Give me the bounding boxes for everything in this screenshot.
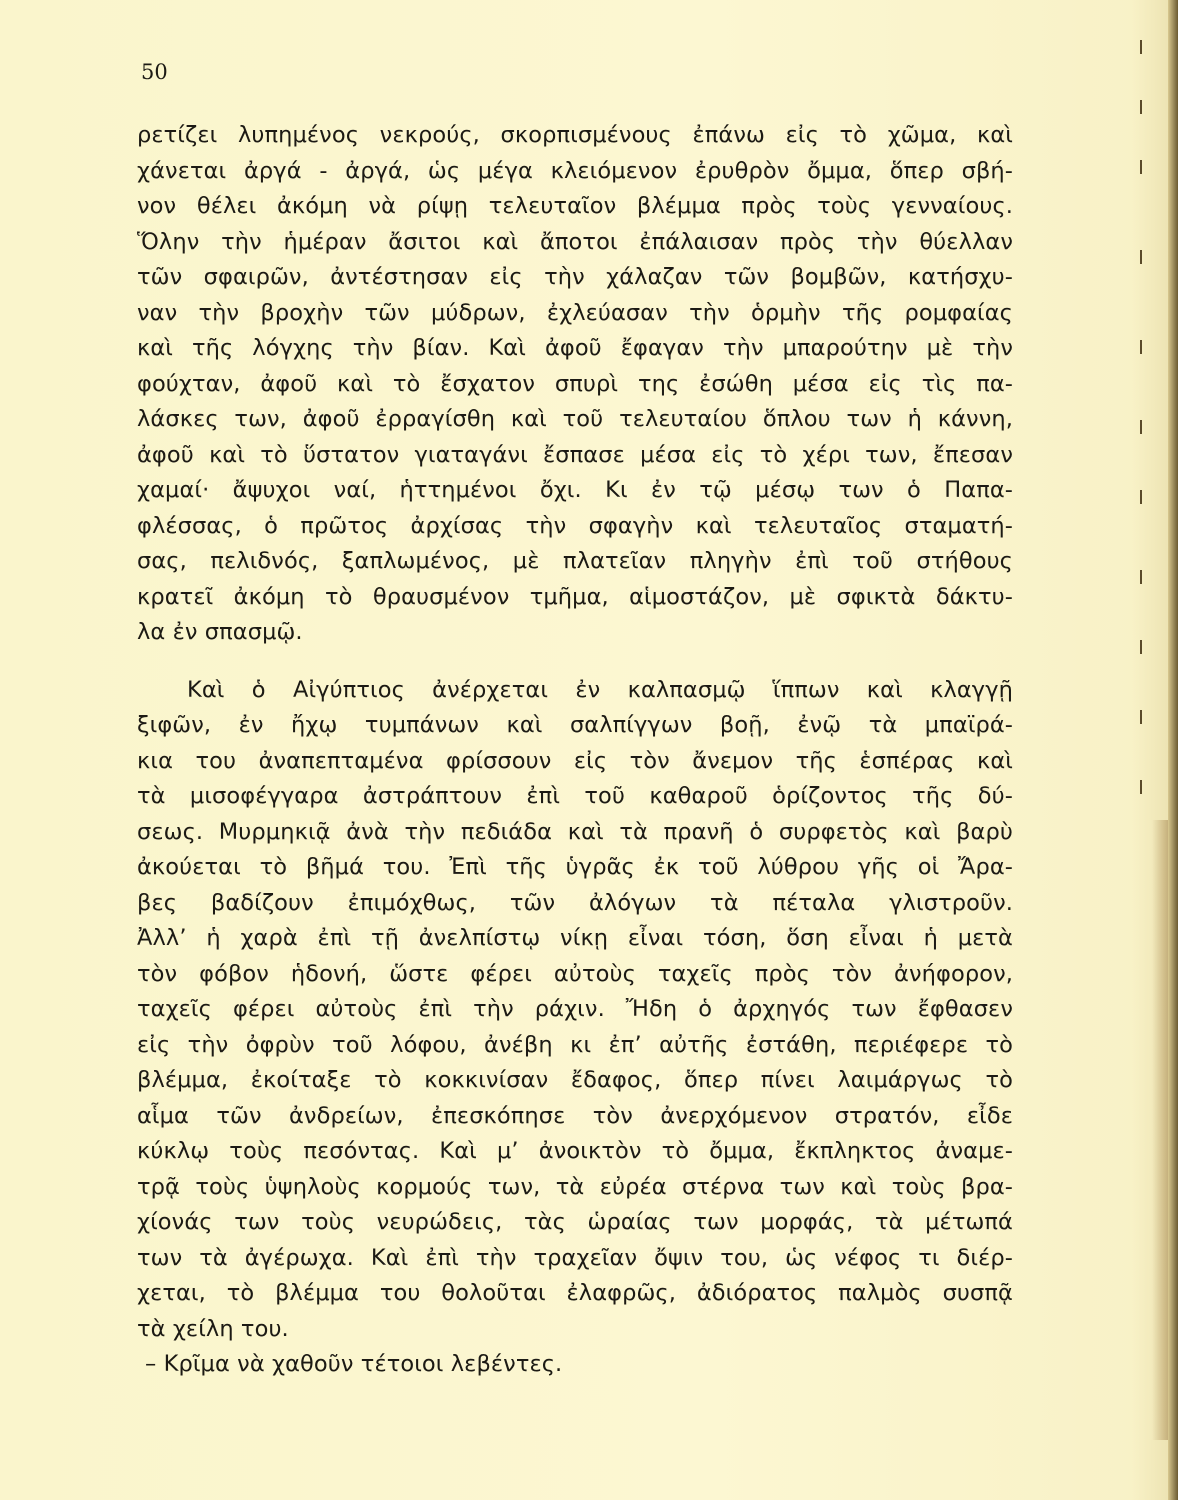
text-line: χαμαί· ἄψυχοι ναί, ἡττημένοι ὄχι. Κι ἐν τῷ μέσῳ των ὁ Παπα- [137, 477, 1013, 503]
edge-mark [1140, 100, 1142, 114]
text-line: αἷμα τῶν ἀνδρείων, ἐπεσκόπησε τὸν ἀνερχόμενον στρατόν, εἶδε [137, 1102, 1013, 1129]
text-line: λάσκες των, ἀφοῦ ἐρραγίσθη καὶ τοῦ τελευταίου ὅπλου των ἡ κάννη, [137, 406, 1013, 432]
edge-mark [1140, 490, 1142, 504]
text-line: βλέμμα, ἐκοίταξε τὸ κοκκινίσαν ἔδαφος, ὅπερ πίνει λαιμάργως τὸ [137, 1067, 1013, 1093]
paragraph-gap [137, 651, 1013, 673]
text-line: εἰς τὴν ὀφρὺν τοῦ λόφου, ἀνέβη κι ἐπ’ αὐτῆς ἐστάθη, περιέφερε τὸ [137, 1031, 1013, 1058]
text-line: τῶν σφαιρῶν, ἀντέστησαν εἰς τὴν χάλαζαν τῶν βομβῶν, κατήσχυ- [137, 264, 1013, 290]
edge-mark [1140, 340, 1142, 354]
text-line: λα ἐν σπασμῷ. [137, 619, 303, 645]
text-line: τὰ μισοφέγγαρα ἀστράπτουν ἐπὶ τοῦ καθαροῦ ὁρίζοντος τῆς δύ- [137, 783, 1013, 809]
text-line: φούχταν, ἀφοῦ καὶ τὸ ἔσχατον σπυρὶ της ἐσώθη μέσα εἰς τὶς πα- [137, 370, 1013, 397]
text-line: Ἀλλ’ ἡ χαρὰ ἐπὶ τῇ ἀνελπίστῳ νίκῃ εἶναι τόση, ὅση εἶναι ἡ μετὰ [137, 925, 1013, 951]
edge-mark [1140, 640, 1142, 654]
text-line: κια του ἀναπεπταμένα φρίσσουν εἰς τὸν ἄνεμον τῆς ἑσπέρας καὶ [137, 747, 1013, 774]
text-line: ταχεῖς φέρει αὐτοὺς ἐπὶ τὴν ράχιν. Ἤδη ὁ ἀρχηγός των ἔφθασεν [137, 996, 1013, 1022]
edge-mark [1140, 40, 1142, 54]
edge-mark [1140, 250, 1142, 264]
text-line: χάνεται ἀργά - ἀργά, ὡς μέγα κλειόμενον ἐρυθρὸν ὄμμα, ὅπερ σβή- [137, 157, 1013, 184]
page-binding-edge [1168, 0, 1178, 1500]
text-line: κύκλῳ τοὺς πεσόντας. Καὶ μ’ ἀνοικτὸν τὸ ὄμμα, ἔκπληκτος ἀναμε- [137, 1138, 1013, 1164]
text-line: ξιφῶν, ἐν ἤχῳ τυμπάνων καὶ σαλπίγγων βοῇ, ἐνῷ τὰ μπαϊρά- [137, 712, 1013, 738]
text-line: Ὅλην τὴν ἡμέραν ἄσιτοι καὶ ἄποτοι ἐπάλαισαν πρὸς τὴν θύελλαν [137, 228, 1013, 255]
text-line: ναν τὴν βροχὴν τῶν μύδρων, ἐχλεύασαν τὴν ὁρμὴν τῆς ρομφαίας [137, 299, 1013, 326]
text-line: τὰ χείλη του. [137, 1315, 289, 1342]
text-line: χίονάς των τοὺς νευρώδεις, τὰς ὡραίας των μορφάς, τὰ μέτωπά [137, 1209, 1013, 1235]
text-line: ρετίζει λυπημένος νεκρούς, σκορπισμένους ἐπάνω εἰς τὸ χῶμα, καὶ [137, 122, 1013, 148]
text-line: καὶ τῆς λόγχης τὴν βίαν. Καὶ ἀφοῦ ἔφαγαν τὴν μπαρούτην μὲ τὴν [137, 335, 1013, 361]
paragraph-1 [137, 118, 1013, 651]
text-line: των τὰ ἀγέρωχα. Καὶ ἐπὶ τὴν τραχεῖαν ὄψιν του, ὡς νέφος τι διέρ- [137, 1244, 1013, 1271]
text-line: τὸν φόβον ἡδονή, ὥστε φέρει αὐτοὺς ταχεῖς πρὸς τὸν ἀνήφορον, [137, 960, 1013, 987]
text-line: φλέσσας, ὁ πρῶτος ἀρχίσας τὴν σφαγὴν καὶ τελευταῖος σταματή- [137, 512, 1013, 539]
text-line: τρᾷ τοὺς ὑψηλοὺς κορμούς των, τὰ εὐρέα στέρνα των καὶ τοὺς βρα- [137, 1173, 1013, 1200]
edge-mark [1140, 710, 1142, 724]
paragraph-3 [137, 1347, 1013, 1383]
edge-mark [1140, 420, 1142, 434]
page-number: 50 [141, 60, 168, 84]
edge-mark [1140, 160, 1142, 174]
edge-mark [1140, 780, 1142, 794]
text-line: βες βαδίζουν ἐπιμόχθως, τῶν ἀλόγων τὰ πέταλα γλιστροῦν. [137, 889, 1013, 916]
text-line: Καὶ ὁ Αἰγύπτιος ἀνέρχεται ἐν καλπασμῷ ἵππων καὶ κλαγγῇ [187, 676, 1013, 703]
text-line: ἀφοῦ καὶ τὸ ὕστατον γιαταγάνι ἔσπασε μέσα εἰς τὸ χέρι των, ἔπεσαν [137, 441, 1013, 468]
text-line: κρατεῖ ἀκόμη τὸ θραυσμένον τμῆμα, αἱμοστάζον, μὲ σφικτὰ δάκτυ- [137, 583, 1013, 610]
text-line: ἀκούεται τὸ βῆμά του. Ἐπὶ τῆς ὑγρᾶς ἐκ τοῦ λύθρου γῆς οἱ Ἄρα- [137, 854, 1013, 880]
text-line: νον θέλει ἀκόμη νὰ ρίψῃ τελευταῖον βλέμμα πρὸς τοὺς γενναίους. [137, 193, 1013, 219]
text-line: σεως. Μυρμηκιᾷ ἀνὰ τὴν πεδιάδα καὶ τὰ πρανῆ ὁ συρφετὸς καὶ βαρὺ [137, 818, 1013, 845]
text-line: χεται, τὸ βλέμμα του θολοῦται ἐλαφρῶς, ἀδιόρατος παλμὸς συσπᾷ [137, 1280, 1013, 1306]
body-text [137, 118, 1013, 1383]
text-line: σας, πελιδνός, ξαπλωμένος, μὲ πλατεῖαν πληγὴν ἐπὶ τοῦ στήθους [137, 548, 1013, 574]
text-line: – Κρῖμα νὰ χαθοῦν τέτοιοι λεβέντες. [145, 1351, 563, 1377]
paragraph-2 [137, 673, 1013, 1348]
edge-mark [1140, 570, 1142, 584]
